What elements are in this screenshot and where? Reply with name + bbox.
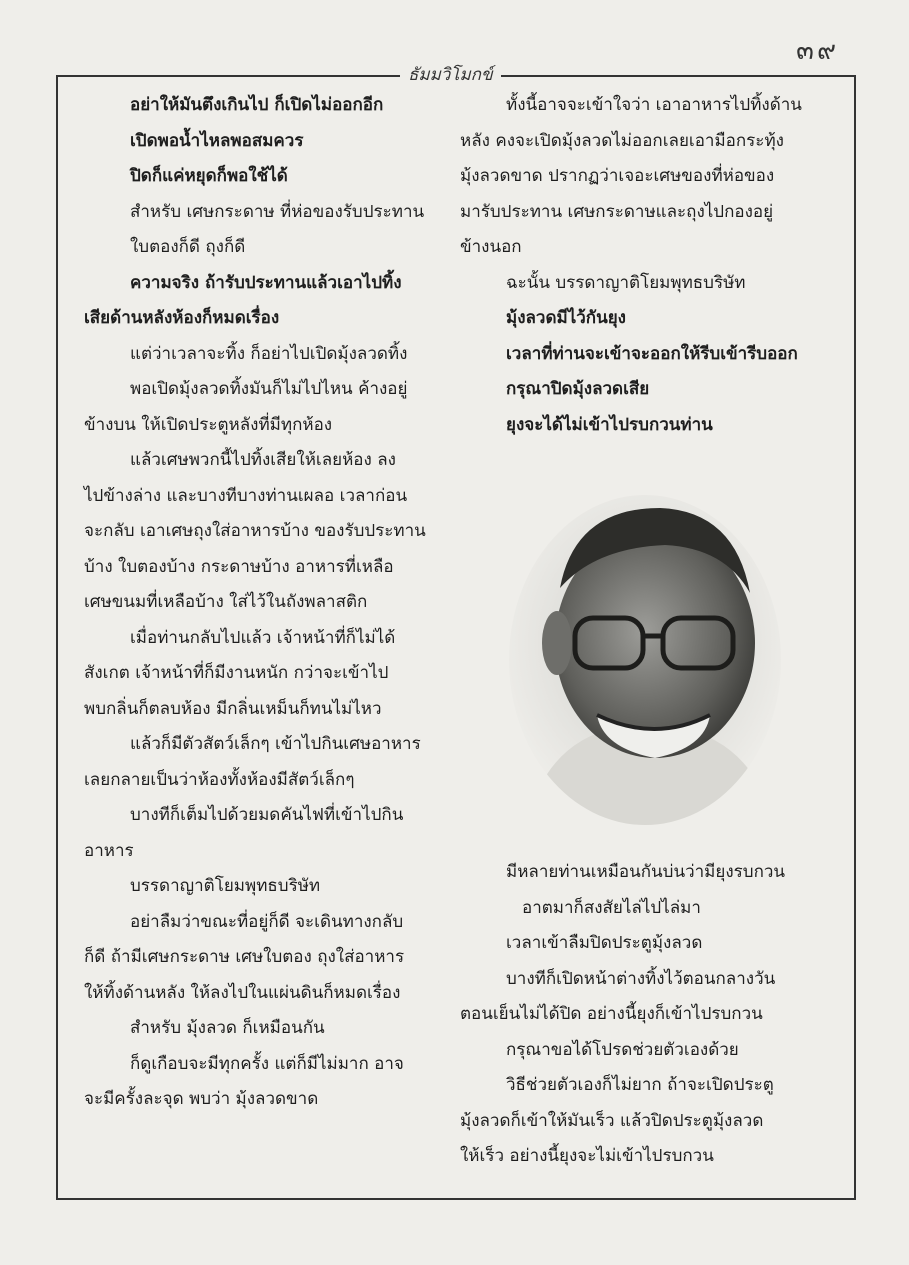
text-line: ให้ทิ้งด้านหลัง ให้ลงไปในแผ่นดินก็หมดเรื่อง [84,982,401,1003]
text-line: มารับประทาน เศษกระดาษและถุงไปกองอยู่ [460,201,774,222]
text-line: ให้เร็ว อย่างนี้ยุงจะไม่เข้าไปรบกวน [460,1146,714,1166]
text-line: ใบตองก็ดี ถุงก็ดี [130,237,246,257]
text-line: ข้างบน ให้เปิดประตูหลังที่มีทุกห้อง [84,414,333,435]
text-line: หลัง คงจะเปิดมุ้งลวดไม่ออกเลยเอามือกระทุ้ง [460,130,784,151]
text-line: เลยกลายเป็นว่าห้องทั้งห้องมีสัตว์เล็กๆ [84,769,355,790]
text-line: เวลาที่ท่านจะเข้าจะออกให้รีบเข้ารีบออก [506,343,798,364]
right-column-top [460,88,822,443]
text-line: แล้วเศษพวกนี้ไปทิ้งเสียให้เลยห้อง ลง [130,450,396,470]
text-line: จะกลับ เอาเศษถุงใส่อาหารบ้าง ของรับประทาน [84,521,426,541]
text-line: สังเกต เจ้าหน้าที่ก็มีงานหนัก กว่าจะเข้าไป [84,663,389,683]
text-line: มีหลายท่านเหมือนกันบ่นว่ามียุงรบกวน [506,862,786,882]
text-line: เสียด้านหลังห้องก็หมดเรื่อง [84,308,280,328]
text-line: ข้างนอก [460,237,522,257]
text-line: แต่ว่าเวลาจะทิ้ง ก็อย่าไปเปิดมุ้งลวดทิ้ง [130,343,408,364]
text-line: ไปข้างล่าง และบางทีบางท่านเผลอ เวลาก่อน [84,485,408,506]
text-line: มุ้งลวดมีไว้กันยุง [506,308,626,328]
text-line: อย่าลืมว่าขณะที่อยู่ก็ดี จะเดินทางกลับ [130,911,404,932]
text-line: เปิดพอน้ำไหลพอสมควร [130,130,304,151]
text-line: ปิดก็แค่หยุดก็พอใช้ได้ [130,166,288,186]
text-line: อาหาร [84,840,134,861]
text-line: อาตมาก็สงสัยไล่ไปไล่มา [522,897,701,918]
text-line: ความจริง ถ้ารับประทานแล้วเอาไปทิ้ง [130,272,402,293]
text-line: พอเปิดมุ้งลวดทิ้งมันก็ไม่ไปไหน ค้างอยู่ [130,379,408,399]
text-line: ยุงจะได้ไม่เข้าไปรบกวนท่าน [506,414,713,435]
text-line: เศษขนมที่เหลือบ้าง ใส่ไว้ในถังพลาสติก [84,592,368,612]
running-title: ธัมมวิโมกข์ [400,61,501,88]
text-line: เวลาเข้าลืมปิดประตูมุ้งลวด [506,933,703,953]
page-number: ๓๙ [796,36,839,66]
text-line: สำหรับ เศษกระดาษ ที่ห่อของรับประทาน [130,201,425,222]
text-line: บ้าง ใบตองบ้าง กระดาษบ้าง อาหารที่เหลือ [84,556,394,577]
text-line: ก็ดี ถ้ามีเศษกระดาษ เศษใบตอง ถุงใส่อาหาร [84,947,405,967]
text-line: ทั้งนี้อาจจะเข้าใจว่า เอาอาหารไปทิ้งด้าน [506,95,802,115]
text-line: มุ้งลวดก็เข้าให้มันเร็ว แล้วปิดประตูมุ้งลวด [460,1110,764,1131]
text-line: พบกลิ่นก็ตลบห้อง มีกลิ่นเหม็นก็ทนไม่ไหว [84,698,382,719]
text-line: ก็ดูเกือบจะมีทุกครั้ง แต่ก็มีไม่มาก อาจ [130,1053,404,1074]
text-line: เมื่อท่านกลับไปแล้ว เจ้าหน้าที่ก็ไม่ได้ [130,627,396,648]
text-line: กรุณาขอได้โปรดช่วยตัวเองด้วย [506,1039,739,1060]
text-line: จะมีครั้งละจุด พบว่า มุ้งลวดขาด [84,1089,319,1109]
text-line: มุ้งลวดขาด ปรากฏว่าเจอะเศษของที่ห่อของ [460,166,775,186]
text-line: บรรดาญาติโยมพุทธบริษัท [130,876,321,896]
portrait-photo [505,493,785,828]
text-line: บางทีก็เปิดหน้าต่างทิ้งไว้ตอนกลางวัน [506,968,776,989]
text-line: บางทีก็เต็มไปด้วยมดคันไฟที่เข้าไปกิน [130,805,404,825]
text-line: อย่าให้มันตึงเกินไป ก็เปิดไม่ออกอีก [130,95,384,115]
right-column-bottom [460,855,822,1175]
text-line: ตอนเย็นไม่ได้ปิด อย่างนี้ยุงก็เข้าไปรบกวน [460,1004,763,1024]
text-line: วิธีช่วยตัวเองก็ไม่ยาก ถ้าจะเปิดประตู [506,1075,774,1095]
left-column [84,88,444,1118]
text-line: สำหรับ มุ้งลวด ก็เหมือนกัน [130,1018,325,1038]
text-line: กรุณาปิดมุ้งลวดเสีย [506,379,650,399]
text-line: แล้วก็มีตัวสัตว์เล็กๆ เข้าไปกินเศษอาหาร [130,734,421,754]
text-line: ฉะนั้น บรรดาญาติโยมพุทธบริษัท [506,272,746,293]
